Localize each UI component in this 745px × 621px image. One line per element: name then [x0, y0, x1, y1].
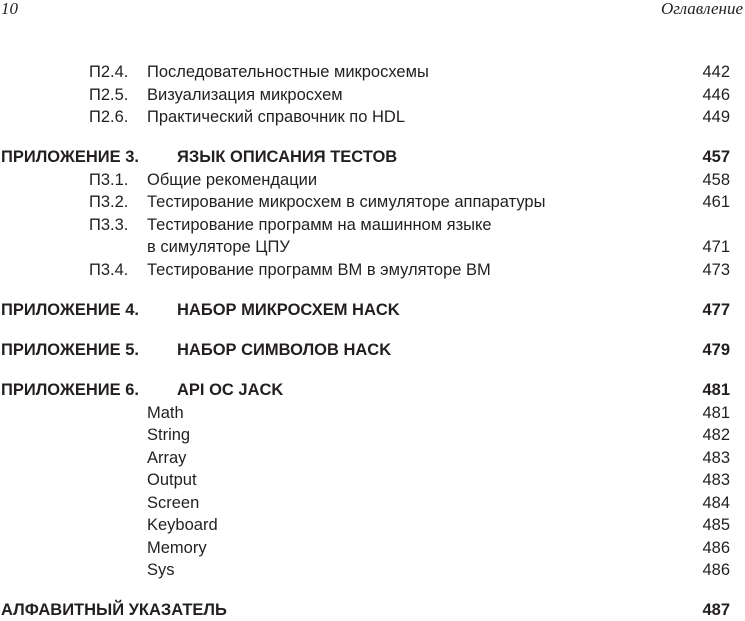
appendix-page: 457: [702, 148, 730, 166]
toc-entry[interactable]: [0, 469, 745, 491]
toc-entry[interactable]: [0, 492, 745, 514]
entry-title: Sys: [147, 561, 175, 579]
toc-entry[interactable]: [0, 514, 745, 536]
entry-page: 483: [702, 449, 730, 467]
entry-title: Практический справочник по HDL: [147, 108, 406, 126]
appendix-title: НАБОР МИКРОСХЕМ HACK: [177, 301, 400, 319]
appendix-page: 477: [702, 301, 730, 319]
toc-entry[interactable]: [0, 259, 745, 281]
entry-page: 486: [702, 561, 730, 579]
entry-page: 483: [702, 471, 730, 489]
entry-title: Keyboard: [147, 516, 218, 534]
appendix-title: НАБОР СИМВОЛОВ HACK: [177, 341, 392, 359]
entry-title: Визуализация микросхем: [147, 86, 343, 104]
entry-page: 473: [702, 261, 730, 279]
entry-page: 485: [702, 516, 730, 534]
entry-number: П2.4.: [89, 63, 129, 81]
appendix-page: 479: [702, 341, 730, 359]
entry-title: Array: [147, 449, 187, 467]
appendix-label: ПРИЛОЖЕНИЕ 4.: [1, 301, 139, 319]
entry-number: П2.5.: [89, 86, 129, 104]
toc-entry[interactable]: [0, 106, 745, 128]
entry-title: Тестирование программ на машинном языке: [147, 216, 492, 234]
entry-page: 481: [702, 404, 730, 422]
entry-title: Тестирование микросхем в симуляторе аппаратуры: [147, 193, 546, 211]
entry-title: Общие рекомендации: [147, 171, 318, 189]
entry-title: Output: [147, 471, 197, 489]
toc-entry[interactable]: [0, 559, 745, 581]
appendix-title: API ОС JACK: [177, 381, 284, 399]
toc-entry[interactable]: [0, 61, 745, 83]
entry-title: Screen: [147, 494, 200, 512]
toc-entry[interactable]: [0, 447, 745, 469]
entry-number: П3.3.: [89, 216, 129, 234]
toc-entry-continuation[interactable]: [0, 236, 745, 258]
entry-page: 461: [702, 193, 730, 211]
toc-entry[interactable]: [0, 84, 745, 106]
page-number: 10: [1, 0, 18, 18]
entry-page: 471: [702, 238, 730, 256]
appendix-label: ПРИЛОЖЕНИЕ 6.: [1, 381, 139, 399]
index-label: АЛФАВИТНЫЙ УКАЗАТЕЛЬ: [1, 601, 227, 619]
entry-number: П3.2.: [89, 193, 129, 211]
appendix-heading[interactable]: [0, 379, 745, 401]
entry-page: 458: [702, 171, 730, 189]
entry-page: 482: [702, 426, 730, 444]
toc-entry[interactable]: [0, 402, 745, 424]
appendix-title: ЯЗЫК ОПИСАНИЯ ТЕСТОВ: [177, 148, 398, 166]
appendix-label: ПРИЛОЖЕНИЕ 5.: [1, 341, 139, 359]
appendix-heading[interactable]: [0, 299, 745, 321]
entry-number: П3.1.: [89, 171, 129, 189]
page-header: [0, 0, 745, 20]
index-page: 487: [702, 601, 730, 619]
appendix-heading[interactable]: [0, 146, 745, 168]
entry-title: Тестирование программ ВМ в эмуляторе ВМ: [147, 261, 491, 279]
entry-page: 484: [702, 494, 730, 512]
toc-entry[interactable]: [0, 191, 745, 213]
appendix-page: 481: [702, 381, 730, 399]
entry-page: 486: [702, 539, 730, 557]
entry-title: Memory: [147, 539, 207, 557]
toc-entry[interactable]: [0, 537, 745, 559]
entry-title: Последовательностные микросхемы: [147, 63, 429, 81]
entry-number: П3.4.: [89, 261, 129, 279]
entry-page: 449: [702, 108, 730, 126]
entry-number: П2.6.: [89, 108, 129, 126]
toc-entry[interactable]: [0, 214, 745, 236]
entry-title: String: [147, 426, 191, 444]
appendix-heading[interactable]: [0, 339, 745, 361]
running-title: Оглавление: [660, 0, 743, 18]
appendix-label: ПРИЛОЖЕНИЕ 3.: [1, 148, 139, 166]
toc-entry[interactable]: [0, 424, 745, 446]
toc-entry[interactable]: [0, 169, 745, 191]
entry-page: 446: [702, 86, 730, 104]
entry-title-continued: в симуляторе ЦПУ: [147, 238, 290, 256]
entry-page: 442: [702, 63, 730, 81]
entry-title: Math: [147, 404, 184, 422]
